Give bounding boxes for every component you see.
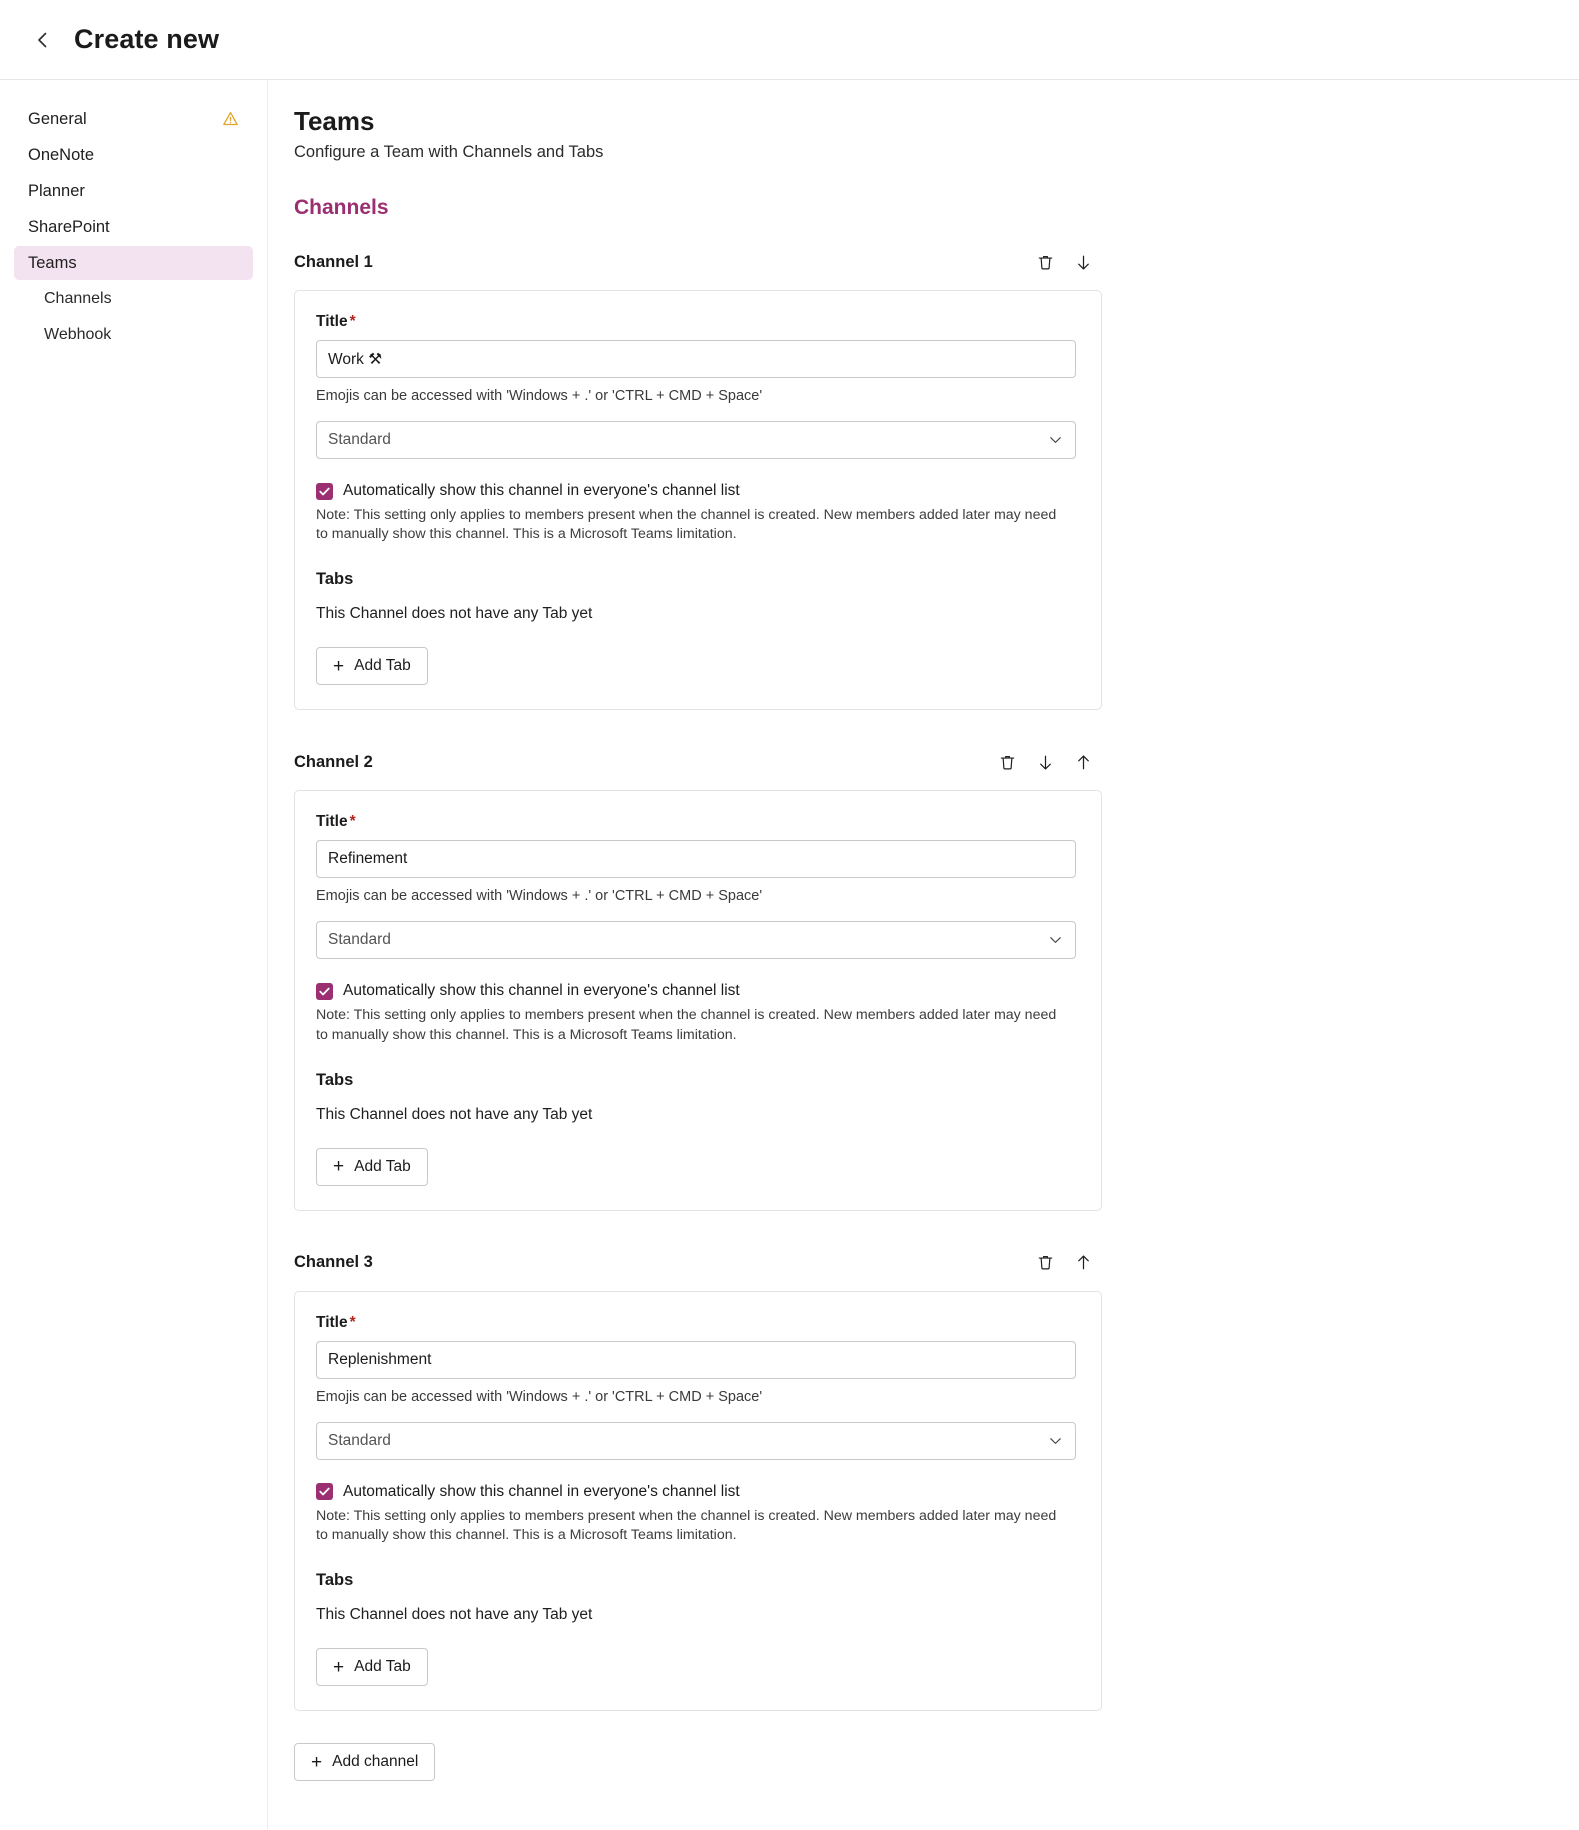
delete-icon xyxy=(1036,1253,1055,1272)
channel-header xyxy=(294,742,1102,782)
title-field-label xyxy=(316,813,1080,831)
delete-channel-button[interactable] xyxy=(988,746,1026,778)
auto-show-label: Automatically show this channel in everyone's channel list xyxy=(343,482,740,499)
title-field-label xyxy=(316,313,1080,331)
required-mark: * xyxy=(349,1313,356,1331)
sidebar-item-label: General xyxy=(28,109,87,128)
title-label-text: Title xyxy=(316,1313,348,1331)
sidebar-item-label: SharePoint xyxy=(28,217,110,236)
move-channel-up-button[interactable] xyxy=(1064,746,1102,778)
auto-show-row xyxy=(316,1483,1080,1501)
sidebar-subitem-label: Webhook xyxy=(44,326,112,343)
sidebar-item-sharepoint[interactable] xyxy=(14,210,253,244)
sidebar-item-general[interactable] xyxy=(14,102,253,136)
channel-card xyxy=(294,790,1102,1210)
channel-type-select[interactable] xyxy=(316,921,1076,959)
title-label-text: Title xyxy=(316,813,348,831)
chevron-left-icon xyxy=(33,30,53,50)
auto-show-label: Automatically show this channel in everyone's channel list xyxy=(343,1482,740,1500)
add-tab-label: Add Tab xyxy=(354,657,411,675)
plus-icon: + xyxy=(333,1656,345,1678)
sidebar-item-label: OneNote xyxy=(28,145,95,164)
page-title: Create new xyxy=(74,24,220,54)
move-channel-down-button[interactable] xyxy=(1064,246,1102,278)
section-subtitle: Configure a Team with Channels and Tabs xyxy=(294,143,604,161)
auto-show-label: Automatically show this channel in everyone's channel list xyxy=(343,982,740,1000)
channel-type-select[interactable] xyxy=(316,1422,1076,1460)
sidebar-item-label: Teams xyxy=(28,253,77,272)
main-content xyxy=(268,80,1579,1829)
tabs-heading: Tabs xyxy=(316,570,354,589)
channel-type-select[interactable] xyxy=(316,421,1076,459)
tabs-heading: Tabs xyxy=(316,1070,354,1089)
plus-icon: + xyxy=(333,1156,345,1178)
required-mark: * xyxy=(349,813,356,831)
warning-icon xyxy=(222,111,239,128)
back-button[interactable] xyxy=(26,23,60,57)
sidebar-item-onenote[interactable] xyxy=(14,138,253,172)
title-label-text: Title xyxy=(316,313,348,330)
sidebar-item-teams[interactable] xyxy=(14,246,253,280)
move-channel-up-button[interactable] xyxy=(1064,1247,1102,1279)
channel-type-select-value[interactable]: Standard xyxy=(316,421,1076,459)
delete-channel-button[interactable] xyxy=(1026,246,1064,278)
sidebar-item-label: Planner xyxy=(28,181,85,200)
add-tab-button[interactable] xyxy=(316,1148,428,1186)
auto-show-note: Note: This setting only applies to members present when the channel is created. New members added later may need to manually show this channel. This is a Microsoft Teams limitation. xyxy=(316,1507,1057,1543)
auto-show-note: Note: This setting only applies to members present when the channel is created. New members added later may need to manually show this channel. This is a Microsoft Teams limitation. xyxy=(316,1007,1057,1043)
section-heading: Teams xyxy=(294,106,375,136)
add-tab-button[interactable] xyxy=(316,1648,428,1686)
auto-show-note: Note: This setting only applies to members present when the channel is created. New members added later may need to manually show this channel. This is a Microsoft Teams limitation. xyxy=(316,507,1057,543)
title-field-label xyxy=(316,1314,1080,1332)
emoji-hint: Emojis can be accessed with 'Windows + .' or 'CTRL + CMD + Space' xyxy=(316,388,763,404)
channel-block xyxy=(294,242,1102,710)
move-channel-down-button[interactable] xyxy=(1026,746,1064,778)
add-tab-label: Add Tab xyxy=(354,1658,411,1676)
tabs-empty-text: This Channel does not have any Tab yet xyxy=(316,1105,593,1123)
channel-card xyxy=(294,290,1102,710)
sidebar-item-planner[interactable] xyxy=(14,174,253,208)
delete-icon xyxy=(998,753,1017,772)
auto-show-checkbox[interactable] xyxy=(316,983,333,1000)
channel-title-input[interactable] xyxy=(316,1341,1076,1379)
channels-section-title: Channels xyxy=(294,196,389,219)
sidebar-subitem-label: Channels xyxy=(44,290,112,307)
channel-block xyxy=(294,1243,1102,1711)
channel-card xyxy=(294,1291,1102,1711)
plus-icon: + xyxy=(333,655,345,677)
move-down-icon xyxy=(1036,753,1055,772)
delete-icon xyxy=(1036,253,1055,272)
channel-title-input[interactable] xyxy=(316,340,1076,378)
tabs-heading: Tabs xyxy=(316,1571,354,1590)
emoji-hint: Emojis can be accessed with 'Windows + .' or 'CTRL + CMD + Space' xyxy=(316,1388,763,1405)
channel-block xyxy=(294,742,1102,1210)
channel-type-select-value[interactable]: Standard xyxy=(316,921,1076,959)
channel-header xyxy=(294,1243,1102,1283)
required-mark: * xyxy=(349,313,356,330)
add-tab-label: Add Tab xyxy=(354,1157,411,1175)
top-bar xyxy=(0,0,1579,80)
sidebar xyxy=(0,80,268,1829)
auto-show-row xyxy=(316,482,1080,500)
sidebar-subitem-channels[interactable] xyxy=(14,282,253,316)
move-up-icon xyxy=(1074,1253,1093,1272)
tabs-empty-text: This Channel does not have any Tab yet xyxy=(316,605,593,623)
sidebar-subitem-webhook[interactable] xyxy=(14,318,253,352)
channel-name: Channel 3 xyxy=(294,1253,373,1272)
add-channel-label: Add channel xyxy=(332,1753,419,1771)
channel-title-input[interactable] xyxy=(316,840,1076,878)
move-down-icon xyxy=(1074,253,1093,272)
channel-header xyxy=(294,242,1102,282)
delete-channel-button[interactable] xyxy=(1026,1247,1064,1279)
auto-show-checkbox[interactable] xyxy=(316,483,333,500)
channel-name: Channel 2 xyxy=(294,752,373,771)
channel-name: Channel 1 xyxy=(294,252,373,271)
plus-icon: + xyxy=(311,1751,323,1773)
channel-type-select-value[interactable]: Standard xyxy=(316,1422,1076,1460)
add-channel-button[interactable] xyxy=(294,1743,435,1781)
tabs-empty-text: This Channel does not have any Tab yet xyxy=(316,1606,593,1624)
auto-show-checkbox[interactable] xyxy=(316,1483,333,1500)
add-tab-button[interactable] xyxy=(316,647,428,685)
emoji-hint: Emojis can be accessed with 'Windows + .' or 'CTRL + CMD + Space' xyxy=(316,888,763,905)
auto-show-row xyxy=(316,982,1080,1000)
move-up-icon xyxy=(1074,753,1093,772)
